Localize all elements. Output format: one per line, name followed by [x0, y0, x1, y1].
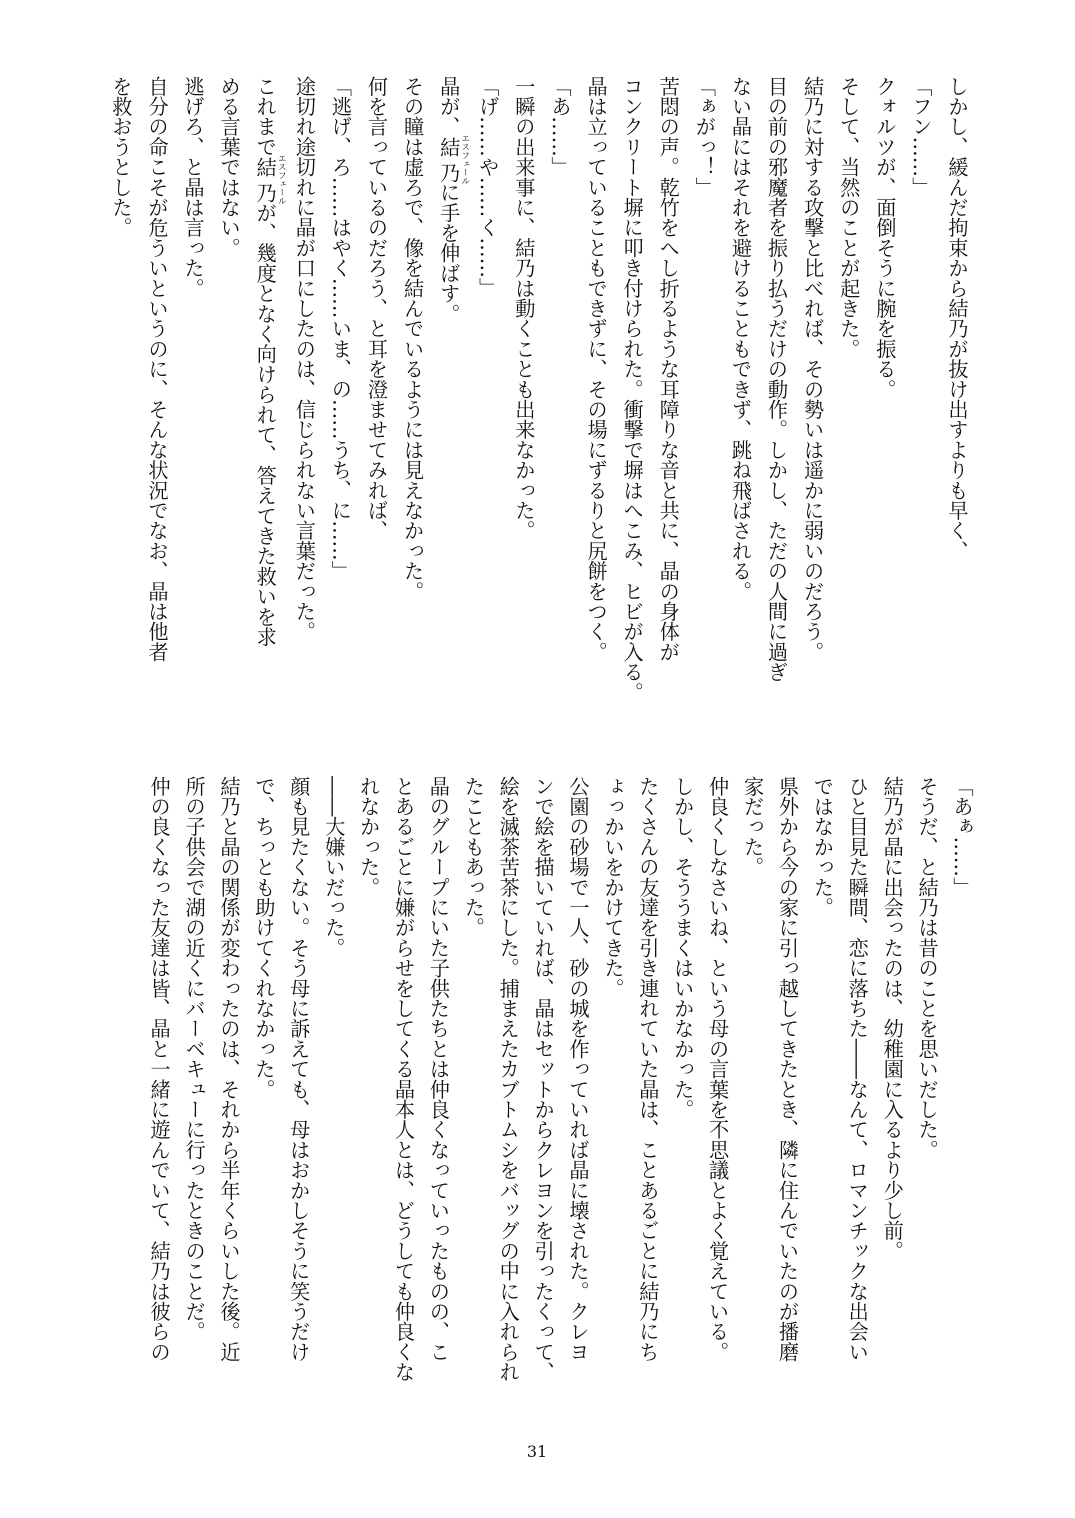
text-line: 顔も見たくない。そう母に訴えても、母はおかしそうに笑うだけ: [286, 776, 311, 1362]
text-line: 家だった。: [740, 776, 765, 877]
text-line: ンで絵を描いていれば、晶はセットからクレヨンを引ったくって、: [531, 776, 556, 1382]
text-line: しかし、緩んだ拘束から結乃が抜け出すよりも早く、: [945, 76, 969, 561]
text-line: ひと目見た瞬間、恋に落ちた――なんて、ロマンチックな出会い: [845, 776, 870, 1362]
ruby-reading: エスフェール: [459, 133, 470, 185]
text-line: 県外から今の家に引っ越してきたとき、隣に住んでいたのが播磨: [775, 776, 800, 1362]
text-line: 目の前の邪魔者を振り払うだけの動作。しかし、ただの人間に過ぎ: [764, 76, 789, 682]
text-line: 苦悶の声。乾竹をへし折るような耳障りな音と共に、晶の身体が: [656, 76, 681, 662]
text-line: を救おうとした。: [108, 76, 133, 238]
text-line: 仲良くしなさいね、という母の言葉を不思議とよく覚えている。: [705, 776, 730, 1362]
ruby-base: 結乃: [436, 133, 461, 185]
text-line: とあるごとに嫌がらせをしてくる晶本人とは、どうしても仲良くな: [391, 776, 416, 1382]
text-line: 所の子供会で湖の近くにバーベキューに行ったときのことだ。: [182, 776, 207, 1342]
ruby-name: [253, 154, 287, 206]
text-line: そうだ、と結乃は昔のことを思いだした。: [915, 776, 940, 1160]
text-line: める言葉ではない。: [217, 76, 242, 258]
text-line: 絵を滅茶苦茶にした。捕まえたカブトムシをバッグの中に入れられ: [496, 776, 521, 1382]
text-line: 「あ……」: [547, 76, 572, 177]
ruby-base: 結乃: [253, 154, 278, 206]
text-line: たくさんの友達を引き連れていた晶は、ことあるごとに結乃にち: [635, 776, 660, 1362]
text-line: ――大嫌いだった。: [321, 776, 346, 958]
text-segment: が、幾度となく向けられて、答えてきた救いを求: [253, 202, 278, 647]
text-line: しかし、そううまくはいかなかった。: [670, 776, 695, 1120]
text-block-top: [103, 76, 975, 736]
text-line: 結乃に対する攻撃と比べれば、その勢いは遥かに弱いのだろう。: [800, 76, 825, 662]
text-line: 一瞬の出来事に、結乃は動くことも出来なかった。: [511, 76, 536, 541]
text-line: その瞳は虚ろで、像を結んでいるようには見えなかった。: [400, 76, 425, 602]
text-line: 公園の砂場で一人、砂の城を作っていれば晶に壊された。クレヨ: [566, 776, 591, 1362]
text-line: 「ぁがっ！」: [692, 76, 717, 198]
text-line: [431, 76, 470, 736]
text-segment: これまで: [253, 76, 278, 157]
ruby-name: [436, 133, 470, 185]
text-line: [247, 76, 286, 736]
page-number: 31: [526, 1442, 548, 1461]
text-line: れなかった。: [356, 776, 381, 898]
text-line: 「あぁ……」: [950, 776, 974, 898]
ruby-reading: エスフェール: [276, 154, 287, 206]
text-line: で、ちっとも助けてくれなかった。: [251, 776, 276, 1100]
text-line: クォルツが、面倒そうに腕を振る。: [872, 76, 897, 400]
text-line: 自分の命こそが危ういというのに、そんな状況でなお、晶は他者: [144, 76, 169, 662]
text-line: コンクリート塀に叩き付けられた。衝撃で塀はへこみ、ヒビが入る。: [620, 76, 645, 703]
text-line: たこともあった。: [461, 776, 486, 938]
text-line: 結乃が晶に出会ったのは、幼稚園に入るより少し前。: [880, 776, 905, 1261]
text-line: 結乃と晶の関係が変わったのは、それから半年くらいした後。近: [216, 776, 241, 1362]
text-line: 晶のグループにいた子供たちとは仲良くなっていったものの、こ: [426, 776, 451, 1362]
text-line: 晶は立っていることもできずに、その場にずるりと尻餅をつく。: [584, 76, 609, 662]
text-segment: 晶が、: [436, 76, 461, 137]
text-line: 「フン……」: [908, 76, 933, 198]
text-line: ない晶にはそれを避けることもできず、跳ね飛ばされる。: [728, 76, 753, 602]
text-line: そして、当然のことが起きた。: [836, 76, 861, 359]
text-line: 「逃げ、ろ……はやく……いま、の……うち、に……」: [328, 76, 353, 581]
text-block-bottom: [141, 776, 979, 1416]
text-line: ょっかいをかけてきた。: [600, 776, 625, 999]
text-line: 仲の良くなった友達は皆、晶と一緒に遊んでいて、結乃は彼らの: [147, 776, 172, 1362]
text-segment: に手を伸ばす。: [436, 182, 461, 324]
text-line: 何を言っているのだろう、と耳を澄ませてみれば、: [364, 76, 389, 541]
text-line: 途切れ途切れに晶が口にしたのは、信じられない言葉だった。: [292, 76, 317, 642]
text-line: 「げ……や……く……」: [475, 76, 500, 299]
text-line: ではなかった。: [810, 776, 835, 918]
text-line: 逃げろ、と晶は言った。: [181, 76, 206, 299]
